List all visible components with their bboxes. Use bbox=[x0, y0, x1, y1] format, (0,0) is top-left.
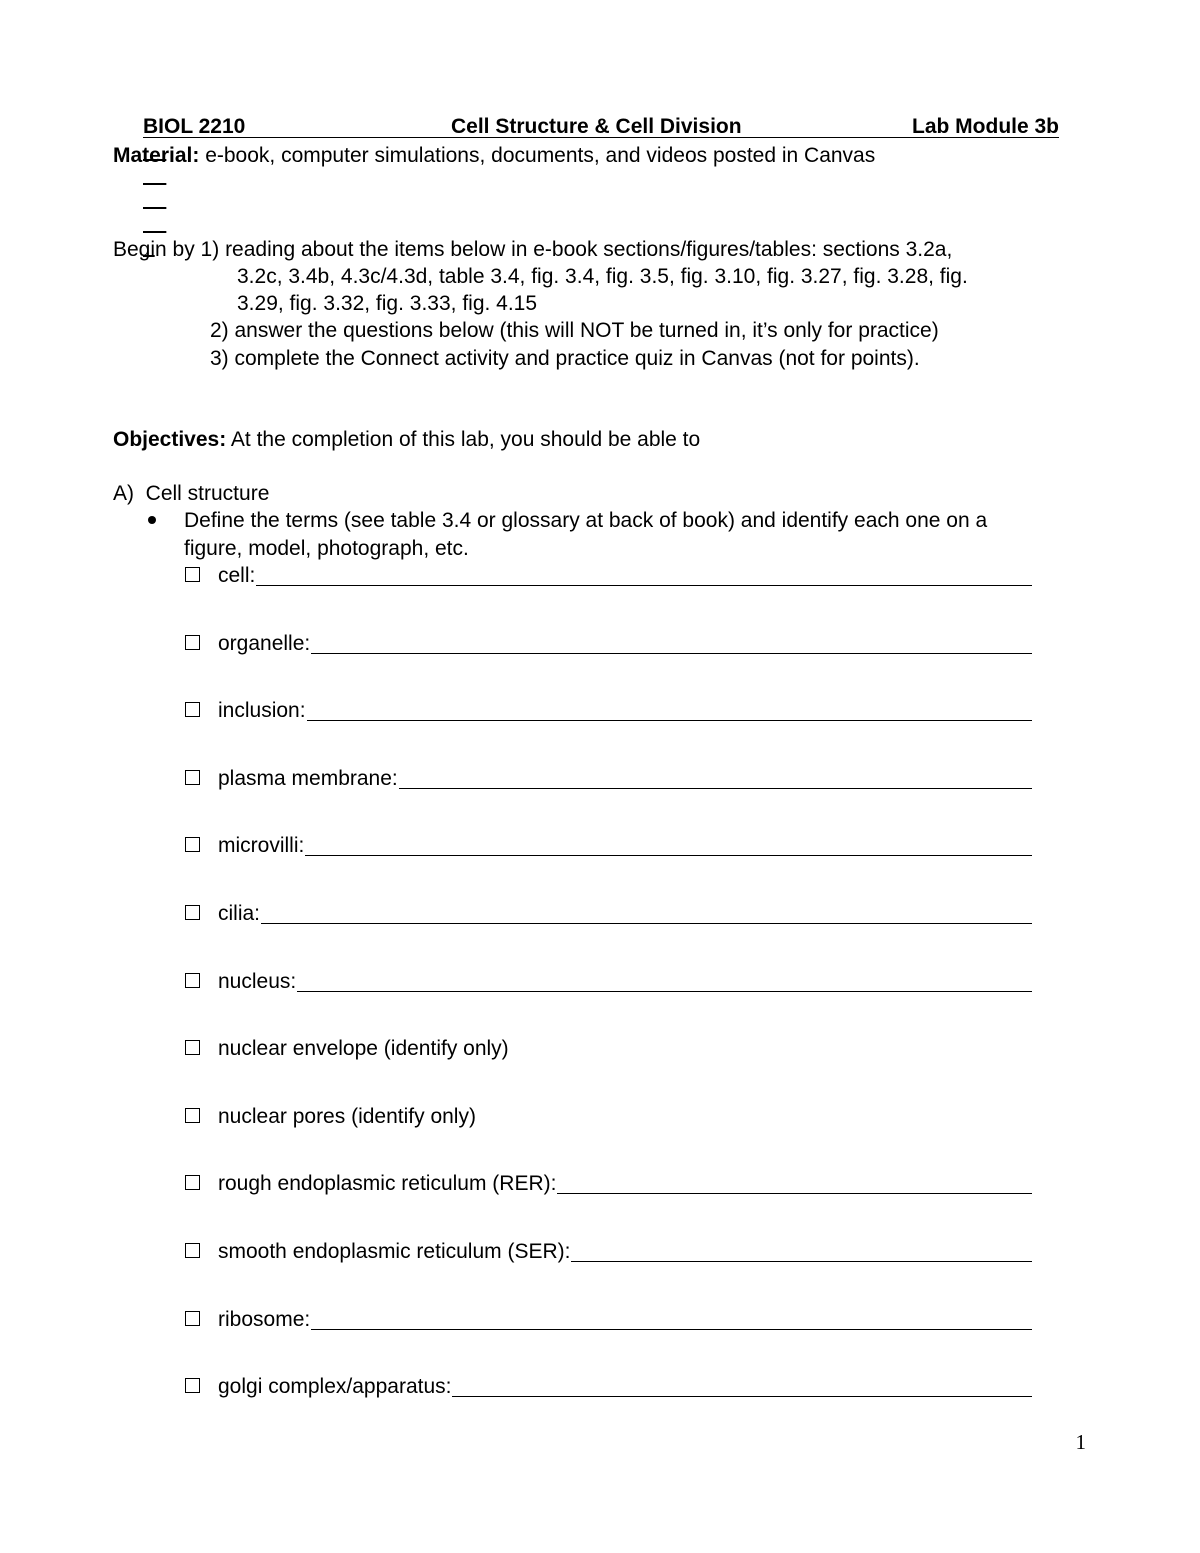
term-item bbox=[185, 697, 1032, 727]
material-label: Material: bbox=[113, 144, 200, 167]
answer-blank bbox=[256, 585, 1032, 586]
term-label: nuclear envelope (identify only) bbox=[218, 1037, 509, 1060]
checkbox-icon[interactable] bbox=[185, 1108, 200, 1123]
checkbox-icon[interactable] bbox=[185, 635, 200, 650]
instructions-step-3: 3) complete the Connect activity and practice quiz in Canvas (not for points). bbox=[210, 347, 920, 370]
term-item bbox=[185, 630, 1032, 660]
checkbox-icon[interactable] bbox=[185, 770, 200, 785]
checkbox-icon[interactable] bbox=[185, 1175, 200, 1190]
term-label: nuclear pores (identify only) bbox=[218, 1105, 476, 1128]
term-item bbox=[185, 832, 1032, 862]
instructions-step-2: 2) answer the questions below (this will NOT be turned in, it’s only for practice) bbox=[210, 319, 939, 342]
term-label: inclusion: bbox=[218, 699, 306, 722]
answer-blank bbox=[261, 923, 1032, 924]
term-item bbox=[185, 900, 1032, 930]
material-text: e-book, computer simulations, documents, and videos posted in Canvas bbox=[199, 144, 876, 167]
material-line bbox=[113, 142, 875, 169]
checkbox-icon[interactable] bbox=[185, 1040, 200, 1055]
term-label: cilia: bbox=[218, 902, 261, 925]
term-item bbox=[185, 1103, 1032, 1133]
checkbox-icon[interactable] bbox=[185, 1311, 200, 1326]
objectives-line bbox=[113, 426, 700, 453]
objectives-text: At the completion of this lab, you should be able to bbox=[226, 428, 701, 451]
term-label: nucleus: bbox=[218, 970, 297, 993]
checkbox-icon[interactable] bbox=[185, 905, 200, 920]
term-label: rough endoplasmic reticulum (RER): bbox=[218, 1172, 557, 1195]
checkbox-icon[interactable] bbox=[185, 837, 200, 852]
section-a-heading: A) Cell structure bbox=[113, 482, 270, 505]
answer-blank bbox=[399, 788, 1032, 789]
term-label: plasma membrane: bbox=[218, 767, 398, 790]
checkbox-icon[interactable] bbox=[185, 1378, 200, 1393]
term-label: organelle: bbox=[218, 632, 311, 655]
answer-blank bbox=[452, 1396, 1032, 1397]
term-item bbox=[185, 968, 1032, 998]
term-item bbox=[185, 1238, 1032, 1268]
bullet-text-line-2: figure, model, photograph, etc. bbox=[184, 537, 469, 560]
answer-blank bbox=[311, 1329, 1032, 1330]
answer-blank bbox=[297, 991, 1032, 992]
checkbox-icon[interactable] bbox=[185, 702, 200, 717]
term-label: ribosome: bbox=[218, 1308, 311, 1331]
term-item bbox=[185, 562, 1032, 592]
instructions-line-2: 3.2c, 3.4b, 4.3c/4.3d, table 3.4, fig. 3.4, fig. 3.5, fig. 3.10, fig. 3.27, fig. 3.28, fig. bbox=[237, 265, 968, 288]
page-header bbox=[143, 115, 1059, 143]
term-item bbox=[185, 765, 1032, 795]
term-item bbox=[185, 1170, 1032, 1200]
term-label: golgi complex/apparatus: bbox=[218, 1375, 452, 1398]
term-item bbox=[185, 1373, 1032, 1403]
instructions-line-1: Begin by 1) reading about the items below in e-book sections/figures/tables: sections 3.2a, bbox=[113, 238, 953, 261]
term-label: smooth endoplasmic reticulum (SER): bbox=[218, 1240, 571, 1263]
lab-title: Cell Structure & Cell Division bbox=[451, 115, 742, 138]
term-item bbox=[185, 1306, 1032, 1336]
bullet-text-line-1: Define the terms (see table 3.4 or glossary at back of book) and identify each one on a bbox=[184, 509, 988, 532]
term-item bbox=[185, 1035, 1032, 1065]
page-number: 1 bbox=[1075, 1430, 1086, 1454]
answer-blank bbox=[305, 855, 1032, 856]
objectives-label: Objectives: bbox=[113, 428, 227, 451]
instructions-line-3: 3.29, fig. 3.32, fig. 3.33, fig. 4.15 bbox=[237, 292, 538, 315]
answer-blank bbox=[311, 653, 1032, 654]
module-label: Lab Module 3b bbox=[912, 115, 1059, 138]
checkbox-icon[interactable] bbox=[185, 567, 200, 582]
checkbox-icon[interactable] bbox=[185, 973, 200, 988]
answer-blank bbox=[307, 720, 1032, 721]
course-code: BIOL 2210 bbox=[143, 115, 246, 138]
checkbox-icon[interactable] bbox=[185, 1243, 200, 1258]
term-label: cell: bbox=[218, 564, 256, 587]
answer-blank bbox=[557, 1193, 1032, 1194]
answer-blank bbox=[571, 1261, 1032, 1262]
term-label: microvilli: bbox=[218, 834, 305, 857]
bullet-icon bbox=[148, 516, 156, 524]
